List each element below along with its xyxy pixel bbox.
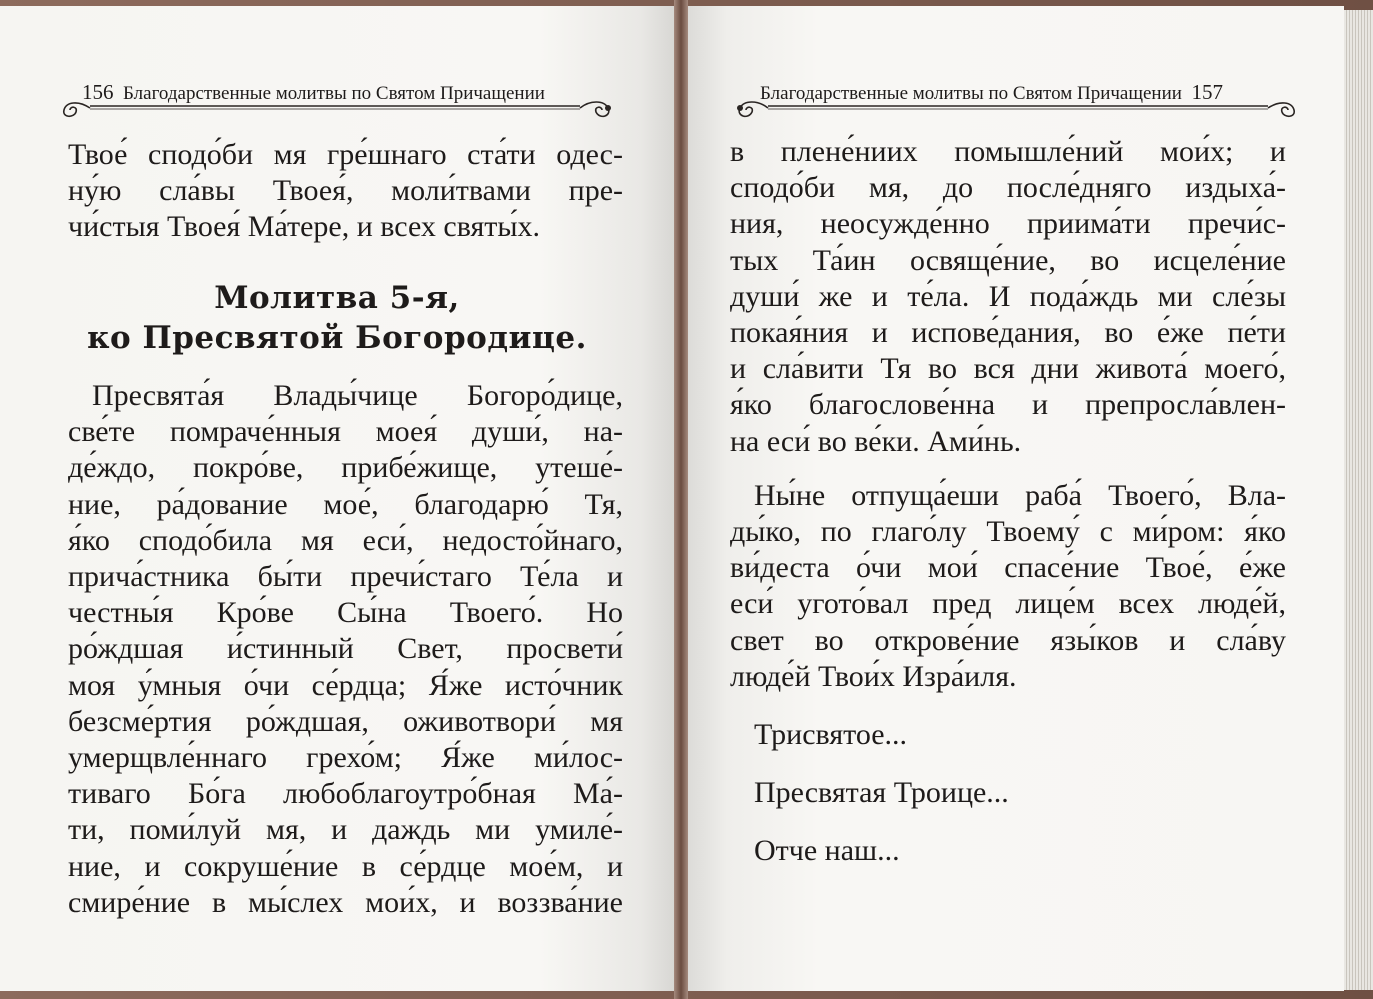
text-line: ну́ю сла́вы Твоея́, моли́твами пре- — [68, 174, 623, 208]
holy-trinity-line: Пресвятая Троице... — [754, 776, 1009, 810]
text-line: ро́ждшая и́стинный Свет, просвети́ — [68, 632, 623, 666]
text-line: честны́я Кро́ве Сы́на Твоего́. Но — [68, 596, 623, 630]
text-line: покая́ния и испове́дания, во е́же пе́ти — [730, 316, 1286, 350]
text-line: умерщвле́ннаго грехо́м; Я́же ми́лос- — [68, 741, 623, 775]
text-line: ния, неосужде́нно приима́ти пречи́с- — [730, 207, 1286, 241]
text-line: ви́деста о́чи мои́ спасе́ние Твое́, е́же — [730, 551, 1286, 585]
text-line: в плене́ниих помышле́ний мои́х; и — [730, 135, 1286, 168]
trisagion-line: Трисвятое... — [754, 718, 908, 752]
text-line: тиваго Бо́га любоблагоутро́бная Ма́- — [68, 777, 623, 811]
text-line: я́ко благослове́нна и препросла́влен- — [730, 388, 1286, 422]
text-line: люде́й Твои́х Изра́иля. — [730, 659, 1017, 693]
header-ornament — [60, 98, 620, 122]
heading-line: Молитва 5-я, — [214, 280, 460, 316]
text-line: и сла́вити Тя во вся дни живота́ моего́, — [730, 352, 1286, 386]
right-continuation — [730, 134, 1286, 870]
left-page — [0, 6, 674, 991]
running-title: Благодарственные молитвы по Святом Причащении — [123, 83, 545, 104]
header-ornament — [728, 98, 1298, 122]
text-line: безсме́ртия ро́ждшая, оживотвори́ мя — [68, 704, 623, 738]
text-line: ние, ра́дование мое́, благодарю́ Тя, — [68, 487, 623, 521]
prayer-heading — [0, 278, 674, 358]
text-line: свет во открове́ние язы́ков и сла́ву — [730, 623, 1286, 657]
left-intro — [68, 137, 623, 246]
text-line: прича́стника бы́ти пречи́стаго Те́ла и — [68, 560, 623, 594]
page-edges — [1344, 10, 1373, 990]
page-number: 156 — [82, 80, 114, 104]
text-line: Ны́не отпуща́еши раба́ Твоего́, Вла- — [754, 478, 1286, 512]
running-title: Благодарственные молитвы по Святом Причащении — [760, 83, 1182, 104]
text-line: смире́ние в мы́слех мои́х, и воззва́ние — [68, 885, 623, 919]
text-line: души́ же и те́ла. И пода́ждь ми сле́зы — [730, 279, 1286, 313]
text-line: све́те помраче́нныя моея́ души́, на- — [68, 415, 623, 449]
right-page — [688, 6, 1344, 991]
text-line: Пресвята́я Влады́чице Богоро́дице, — [92, 379, 623, 412]
text-line: моя у́мныя о́чи се́рдца; Я́же исто́чник — [68, 668, 623, 702]
page-number: 157 — [1191, 80, 1223, 104]
text-line: тых Та́ин освяще́ние, во исцеле́ние — [730, 243, 1286, 277]
text-line: Твое́ сподо́би мя гре́шнаго ста́ти одес- — [68, 138, 623, 171]
text-line: чи́стыя Твоея́ Ма́тере, и всех святы́х. — [68, 210, 541, 244]
text-line: на еси́ во ве́ки. Ами́нь. — [730, 424, 1022, 458]
text-line: ти, поми́луй мя, и даждь ми умиле́- — [68, 813, 623, 847]
text-line: еси́ угото́вал пред лице́м всех люде́й, — [730, 587, 1286, 621]
heading-line: ко Пресвятой Богородице. — [87, 320, 587, 356]
text-line: де́ждо, покро́ве, прибе́жище, утеше́- — [68, 451, 623, 485]
text-line: ние, и сокруше́ние в се́рдце мое́м, и — [68, 849, 623, 883]
text-line: ды́ко, по глаго́лу Твоему́ с ми́ром: я́ко — [730, 515, 1286, 549]
our-father-line: Отче наш... — [754, 834, 900, 868]
text-line: сподо́би мя, до после́дняго издыха́- — [730, 171, 1286, 205]
book-gutter — [674, 0, 688, 999]
prayer-body — [68, 378, 623, 921]
text-line: я́ко сподо́била мя еси́, недосто́йнаго, — [68, 523, 623, 557]
